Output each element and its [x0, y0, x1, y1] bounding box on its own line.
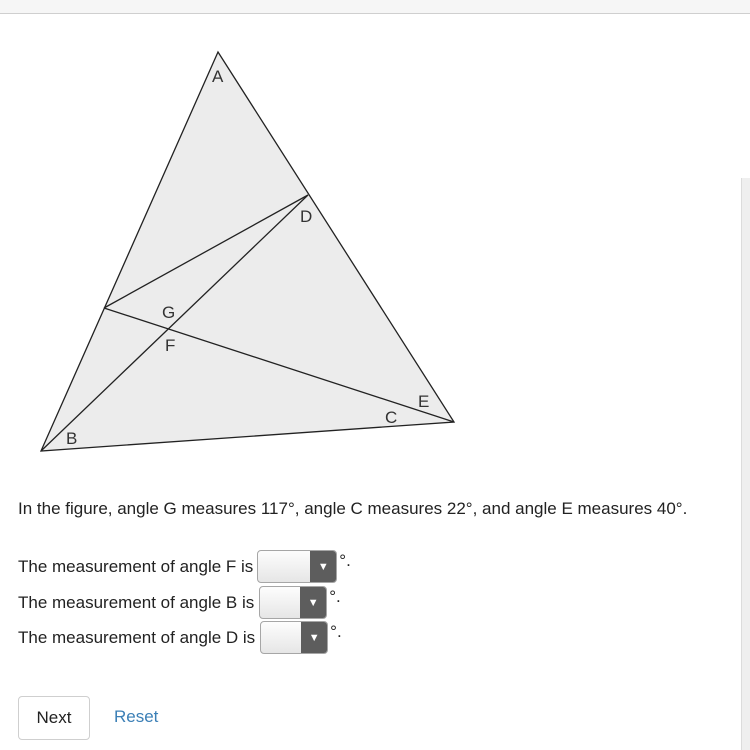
label-a: A — [212, 67, 224, 86]
label-c: C — [385, 408, 398, 427]
answer-row-d — [18, 620, 342, 655]
answer-row-f — [18, 549, 351, 584]
question-text: In the figure, angle G measures 117°, angle C measures 22°, and angle E measures 40°. — [18, 499, 688, 518]
angle-f-unit: °. — [339, 550, 351, 570]
label-e: E — [418, 392, 430, 411]
angle-d-value — [261, 622, 301, 653]
label-g: G — [162, 303, 176, 322]
angle-b-value — [260, 587, 300, 618]
answer-row-b — [18, 585, 341, 620]
label-d: D — [300, 207, 313, 226]
angle-b-label: The measurement of angle B is — [18, 592, 255, 612]
angle-f-dropdown[interactable] — [257, 550, 337, 583]
angle-d-label: The measurement of angle D is — [18, 627, 256, 647]
angle-b-unit: °. — [329, 586, 341, 606]
angle-f-value — [258, 551, 310, 582]
angle-d-dropdown[interactable] — [260, 621, 328, 654]
label-b: B — [66, 429, 78, 448]
next-button[interactable]: Next — [18, 696, 90, 740]
angle-b-dropdown[interactable] — [259, 586, 327, 619]
angle-d-unit: °. — [330, 621, 342, 641]
triangle-down-icon[interactable]: ▼ — [301, 622, 327, 653]
reset-link[interactable]: Reset — [114, 707, 159, 726]
triangle-down-icon[interactable]: ▼ — [310, 551, 336, 582]
label-f: F — [165, 336, 176, 355]
triangle-down-icon[interactable]: ▼ — [300, 587, 326, 618]
angle-f-label: The measurement of angle F is — [18, 556, 254, 576]
